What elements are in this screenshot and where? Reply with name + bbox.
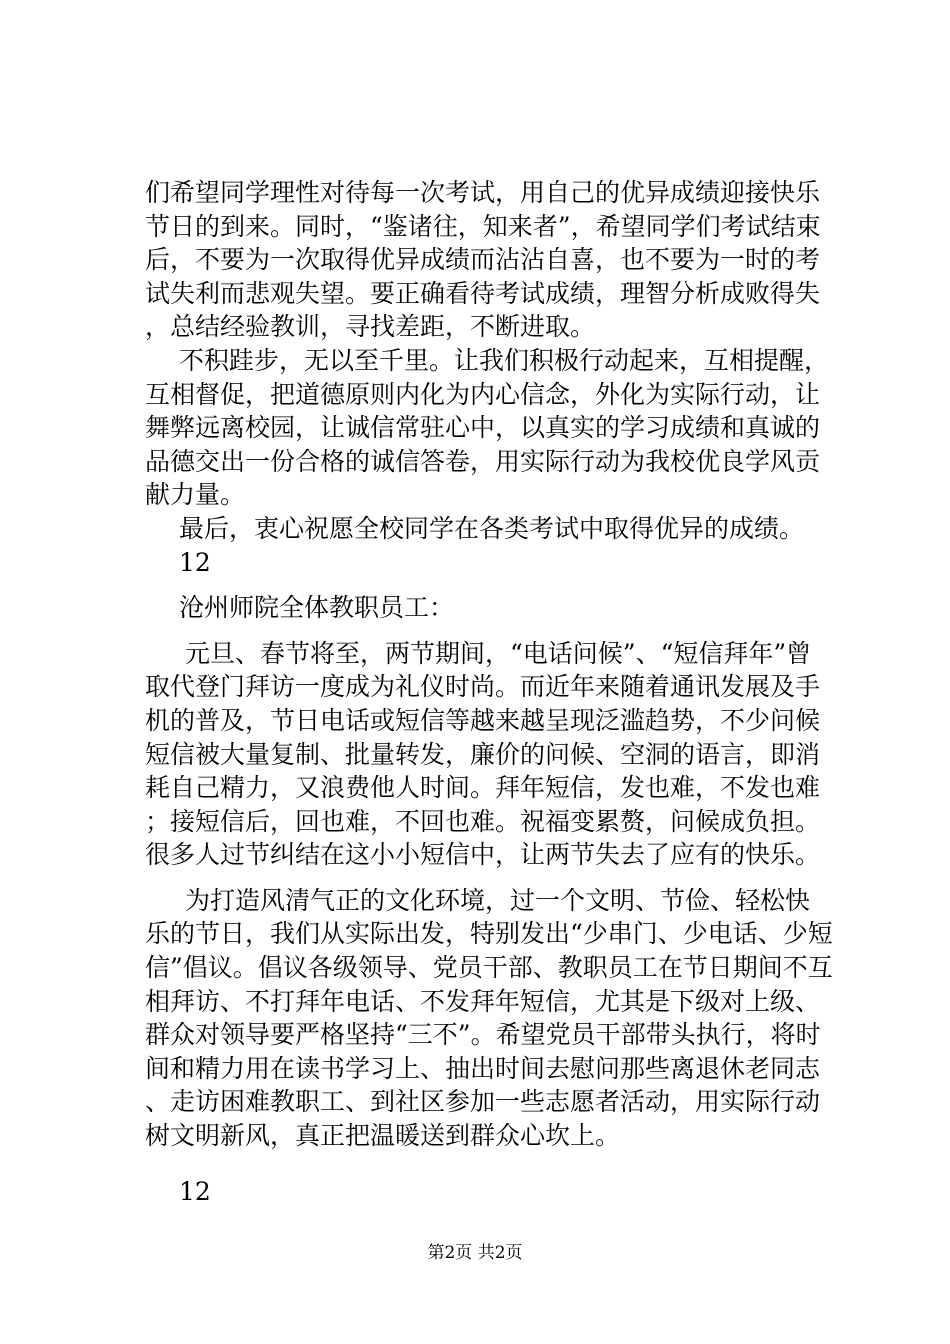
paragraph-call-to-action: 不积跬步，无以至千里。让我们积极行动起来，互相提醒，互相督促，把道德原则内化为内心信念，外化为实际行动，让舞弊远离校园，让诚信常驻心中，以真实的学习成绩和真诚的品德交出一份合格的诚信答卷，用实际行动为我校优良学风贡献力量。 — [145, 345, 830, 510]
letter-salutation: 沧州师院全体教职员工： — [179, 593, 455, 623]
paragraph-number-marker-end: 12 — [179, 1176, 211, 1206]
page-footer: 第2页 共2页 — [427, 1243, 523, 1263]
paragraph-exam-attitude: 们希望同学理性对待每一次考试，用自己的优异成绩迎接快乐节日的到来。同时，“鉴诸往，知来者”，希望同学们考试结束后，不要为一次取得优异成绩而沾沾自喜，也不要为一时的考试失利而悲观失望。要正确看待考试成绩，理智分析成败得失，总结经验教训，寻找差距，不断进取。 — [145, 178, 821, 342]
document-body — [145, 176, 833, 1208]
paragraph-closing-wish: 最后，衷心祝愿全校同学在各类考试中取得优异的成绩。 — [179, 513, 805, 543]
paragraph-holiday-greetings: 元旦、春节将至，两节期间，“电话问候”、“短信拜年”曾取代登门拜访一度成为礼仪时尚。而近年来随着通讯发展及手机的普及，节日电话或短信等越来越呈现泛滥趋势，不少问候短信被大量复制、批量转发，廉价的问候、空洞的语言，即消耗自己精力，又浪费他人时间。拜年短信，发也难，不发也难；接短信后，回也难，不回也难。祝福变累赘，问候成负担。很多人过节纠结在这小小短信中，让两节失去了应有的快乐。 — [145, 638, 821, 870]
paragraph-number-marker: 12 — [179, 547, 211, 577]
paragraph-proposal: 为打造风清气正的文化环境，过一个文明、节俭、轻松快乐的节日，我们从实际出发，特别发出“少串门、少电话、少短信”倡议。倡议各级领导、党员干部、教职员工在节日期间不互相拜访、不打拜年电话、不发拜年短信，尤其是下级对上级、群众对领导要严格坚持“三不”。希望党员干部带头执行，将时间和精力用在读书学习上、抽出时间去慰问那些离退休老同志、走访困难教职工、到社区参加一些志愿者活动，用实际行动树文明新风，真正把温暖送到群众心坎上。 — [145, 885, 833, 1151]
